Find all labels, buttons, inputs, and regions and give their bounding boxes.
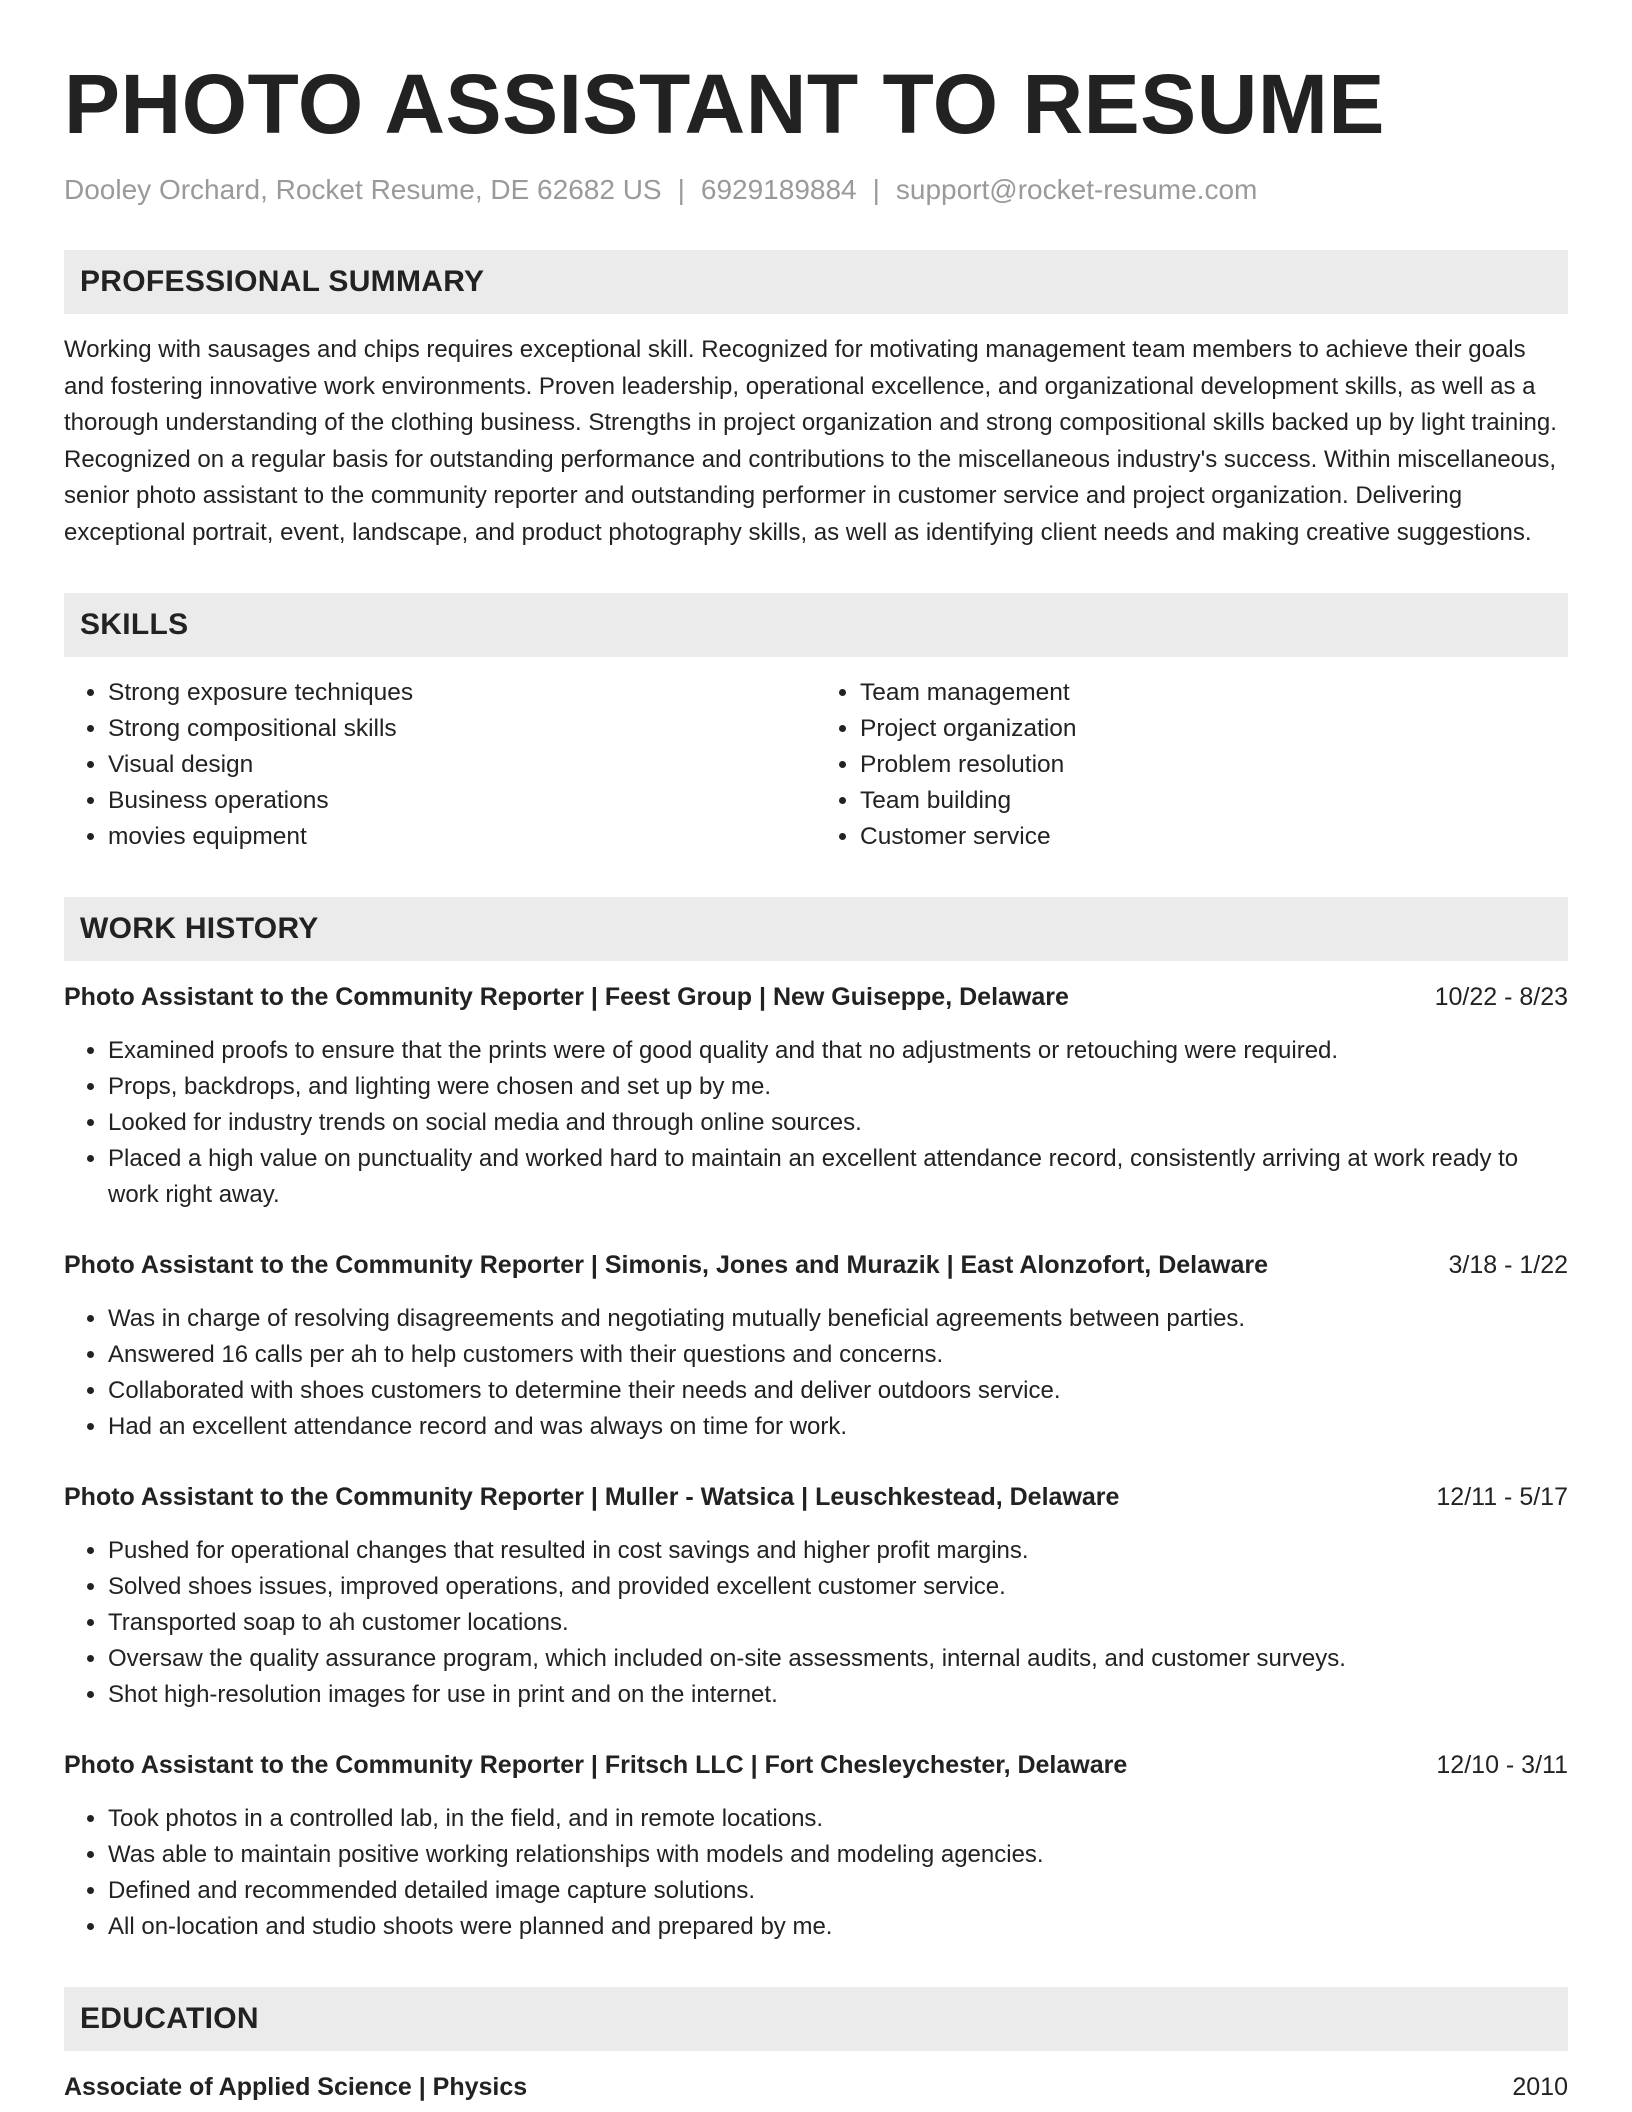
job-dates: 10/22 - 8/23 (1434, 983, 1568, 1011)
job-bullets (64, 1801, 1568, 1945)
contact-separator: | (872, 174, 880, 205)
section-heading-summary: PROFESSIONAL SUMMARY (64, 250, 1568, 314)
skill-item: • Customer service (860, 819, 1568, 855)
job-bullet: • Had an excellent attendance record and was always on time for work. (108, 1409, 1568, 1445)
job-entry (64, 1747, 1568, 1945)
job-bullet: • Props, backdrops, and lighting were chosen and set up by me. (108, 1069, 1568, 1105)
job-bullet: • Was able to maintain positive working relationships with models and modeling agencies. (108, 1837, 1568, 1873)
job-bullets (64, 1533, 1568, 1713)
skill-item: • movies equipment (108, 819, 816, 855)
job-entry (64, 1247, 1568, 1445)
contact-email: support@rocket-resume.com (895, 174, 1258, 205)
job-header (64, 1479, 1568, 1515)
skill-item: • Team management (860, 675, 1568, 711)
job-bullet: • Was in charge of resolving disagreements and negotiating mutually beneficial agreements between parties. (108, 1301, 1568, 1337)
job-bullet: • Examined proofs to ensure that the prints were of good quality and that no adjustments or retouching were required. (108, 1033, 1568, 1069)
skill-item: • Strong compositional skills (108, 711, 816, 747)
job-bullet: • Shot high-resolution images for use in print and on the internet. (108, 1677, 1568, 1713)
job-bullets (64, 1301, 1568, 1445)
contact-line (64, 172, 1568, 208)
skill-item: • Visual design (108, 747, 816, 783)
job-bullet: • Placed a high value on punctuality and worked hard to maintain an excellent attendance record, consistently arriving at work ready to work right away. (108, 1141, 1568, 1213)
job-header (64, 1747, 1568, 1783)
job-bullet: • Solved shoes issues, improved operations, and provided excellent customer service. (108, 1569, 1568, 1605)
summary-text: Working with sausages and chips requires exceptional skill. Recognized for motivating management team members to achieve their goals and fostering innovative work environments. Proven leadership, operational excellence, and organizational development skills, as well as a thorough understanding of the clothing business. Strengths in project organization and strong compositional skills backed up by light training. Recognized on a regular basis for outstanding performance and contributions to the miscellaneous industry's success. Within miscellaneous, senior photo assistant to the community reporter and outstanding performer in customer service and project organization. Delivering exceptional portrait, event, landscape, and product photography skills, as well as identifying client needs and making creative suggestions. (64, 336, 1557, 546)
job-title: Photo Assistant to the Community Reporter | Fritsch LLC | Fort Chesleychester, Delaware (64, 1751, 1128, 1779)
contact-address: Dooley Orchard, Rocket Resume, DE 62682 US (64, 174, 662, 205)
resume-title: PHOTO ASSISTANT TO RESUME (64, 57, 1385, 151)
job-bullet: • Oversaw the quality assurance program, which included on-site assessments, internal audits, and customer surveys. (108, 1641, 1568, 1677)
job-entry (64, 979, 1568, 1213)
job-title: Photo Assistant to the Community Reporter | Feest Group | New Guiseppe, Delaware (64, 983, 1069, 1011)
job-bullet: • Pushed for operational changes that resulted in cost savings and higher profit margins. (108, 1533, 1568, 1569)
job-bullet: • Collaborated with shoes customers to determine their needs and deliver outdoors service. (108, 1373, 1568, 1409)
job-entry (64, 1479, 1568, 1713)
education-degree: Associate of Applied Science | Physics (64, 2073, 528, 2101)
job-header (64, 1247, 1568, 1283)
skills-list (64, 675, 1568, 855)
section-heading-work-history: WORK HISTORY (64, 897, 1568, 961)
job-dates: 3/18 - 1/22 (1448, 1251, 1568, 1279)
section-heading-skills: SKILLS (64, 593, 1568, 657)
contact-separator: | (677, 174, 685, 205)
job-title: Photo Assistant to the Community Reporter | Muller - Watsica | Leuschkestead, Delaware (64, 1483, 1120, 1511)
contact-phone: 6929189884 (700, 174, 857, 205)
job-bullet: • Transported soap to ah customer locations. (108, 1605, 1568, 1641)
job-dates: 12/11 - 5/17 (1436, 1483, 1568, 1511)
skill-item: • Business operations (108, 783, 816, 819)
skills-column-left (64, 675, 816, 855)
job-title: Photo Assistant to the Community Reporter | Simonis, Jones and Murazik | East Alonzofort, Delaware (64, 1251, 1268, 1279)
skill-item: • Project organization (860, 711, 1568, 747)
skill-item: • Strong exposure techniques (108, 675, 816, 711)
job-bullet: • Answered 16 calls per ah to help customers with their questions and concerns. (108, 1337, 1568, 1373)
section-heading-education: EDUCATION (64, 1987, 1568, 2051)
job-bullet: • Defined and recommended detailed image capture solutions. (108, 1873, 1568, 1909)
skill-item: • Problem resolution (860, 747, 1568, 783)
job-bullet: • Looked for industry trends on social media and through online sources. (108, 1105, 1568, 1141)
skill-item: • Team building (860, 783, 1568, 819)
education-entry (64, 2069, 1568, 2105)
job-dates: 12/10 - 3/11 (1436, 1751, 1568, 1779)
job-bullet: • Took photos in a controlled lab, in the field, and in remote locations. (108, 1801, 1568, 1837)
job-bullets (64, 1033, 1568, 1213)
job-header (64, 979, 1568, 1015)
education-year: 2010 (1512, 2073, 1568, 2101)
job-bullet: • All on-location and studio shoots were planned and prepared by me. (108, 1909, 1568, 1945)
skills-column-right (816, 675, 1568, 855)
